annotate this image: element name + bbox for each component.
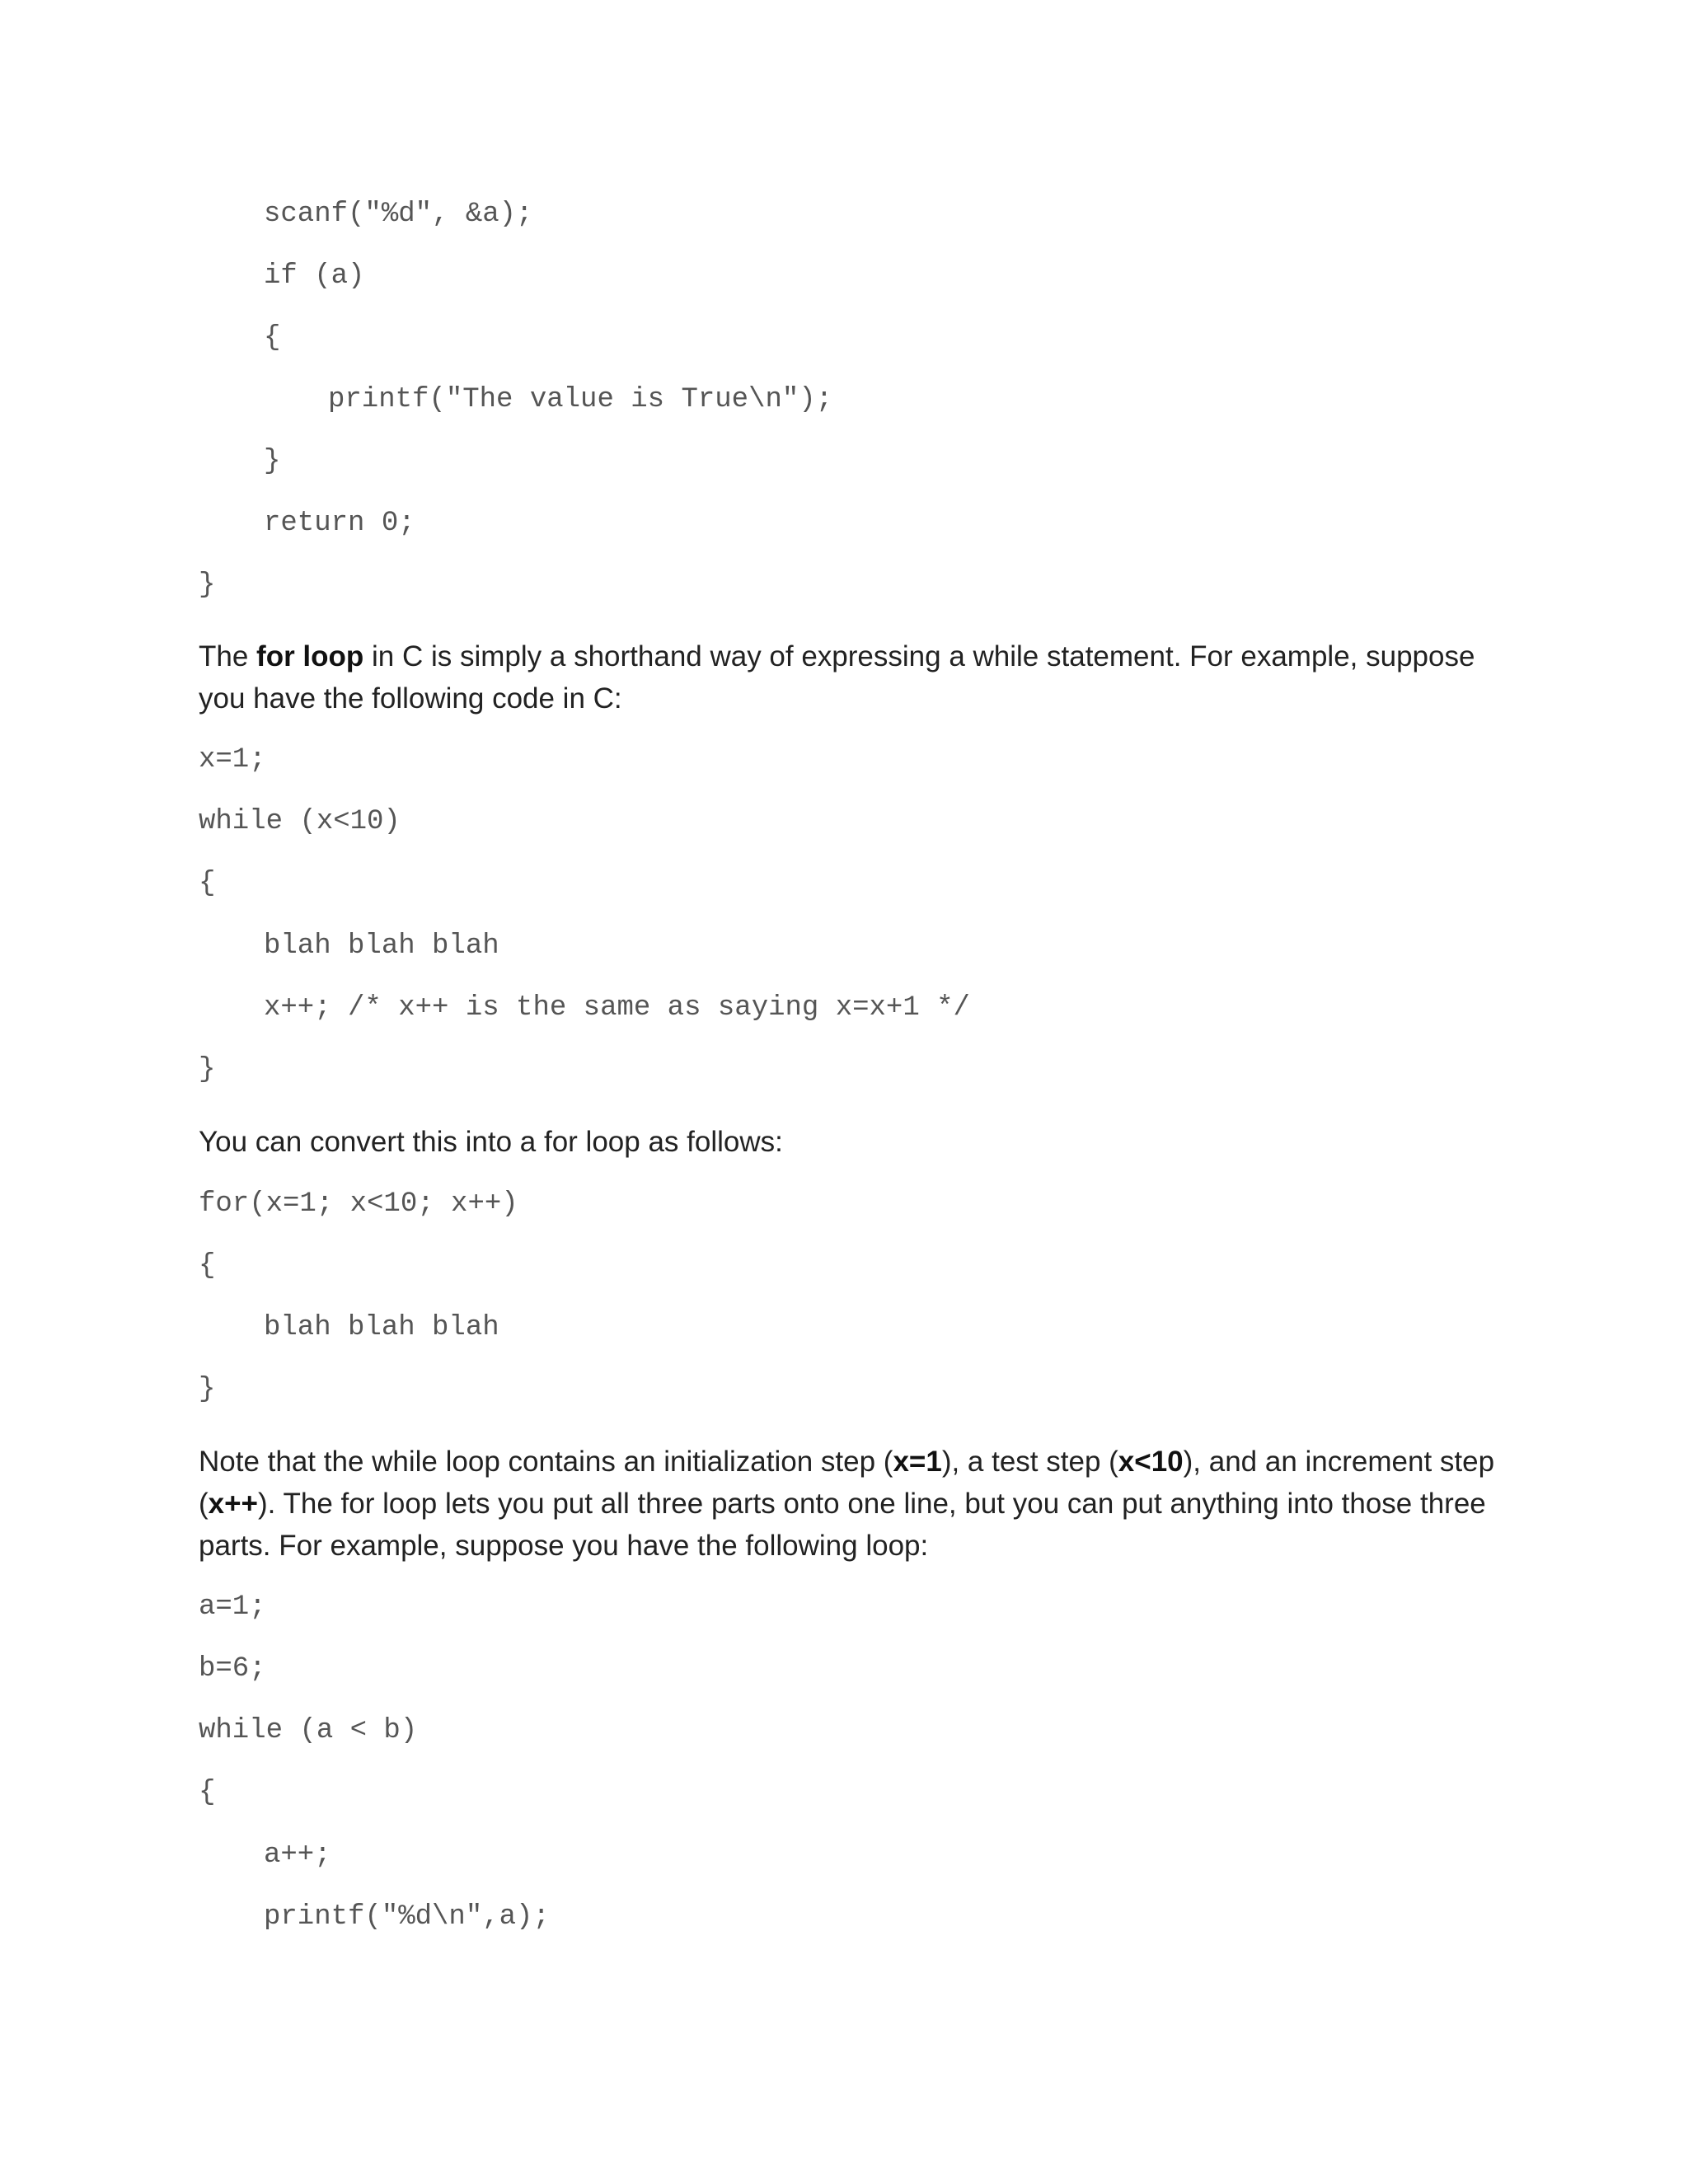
code-line: a++; bbox=[264, 1840, 331, 1871]
code-line: blah blah blah bbox=[264, 930, 499, 962]
code-line: if (a) bbox=[264, 260, 365, 292]
code-line: while (x<10) bbox=[199, 806, 401, 837]
bold-term: x=1 bbox=[893, 1446, 942, 1478]
code-line: b=6; bbox=[199, 1653, 266, 1685]
code-line: blah blah blah bbox=[264, 1312, 499, 1343]
text-run: ), a test step ( bbox=[941, 1446, 1118, 1478]
code-line: } bbox=[199, 1374, 216, 1405]
code-line: { bbox=[264, 322, 281, 354]
code-line: a=1; bbox=[199, 1591, 266, 1623]
text-run: The bbox=[199, 640, 257, 673]
code-line: printf("The value is True\n"); bbox=[328, 384, 833, 415]
code-line: } bbox=[199, 569, 216, 601]
code-line: scanf("%d", &a); bbox=[264, 199, 533, 230]
code-line: x=1; bbox=[199, 744, 266, 776]
text-run: ), and an increment step ( bbox=[199, 1446, 1495, 1520]
code-line: for(x=1; x<10; x++) bbox=[199, 1188, 518, 1220]
bold-term: x++ bbox=[208, 1488, 259, 1520]
code-line: } bbox=[264, 446, 281, 477]
code-line: while (a < b) bbox=[199, 1715, 418, 1746]
text-run: ). The for loop lets you put all three parts onto one line, but you can put anything into those three parts. For example, suppose you have the following loop: bbox=[199, 1488, 1486, 1562]
code-line: { bbox=[199, 1777, 216, 1808]
text-run: in C is simply a shorthand way of expressing a while statement. For example, suppose you have the following code in C: bbox=[199, 640, 1475, 715]
bold-term: for loop bbox=[256, 640, 364, 673]
code-line: { bbox=[199, 868, 216, 899]
code-line: { bbox=[199, 1250, 216, 1282]
code-line: return 0; bbox=[264, 508, 415, 539]
bold-term: x<10 bbox=[1118, 1446, 1184, 1478]
paragraph-loop-steps bbox=[199, 1441, 1501, 1567]
code-line: printf("%d\n",a); bbox=[264, 1901, 550, 1933]
paragraph-convert: You can convert this into a for loop as follows: bbox=[199, 1126, 783, 1158]
text-run: Note that the while loop contains an initialization step ( bbox=[199, 1446, 893, 1478]
code-line: x++; /* x++ is the same as saying x=x+1 */ bbox=[264, 992, 970, 1024]
code-line: } bbox=[199, 1054, 216, 1085]
paragraph-for-loop-intro bbox=[199, 635, 1501, 719]
